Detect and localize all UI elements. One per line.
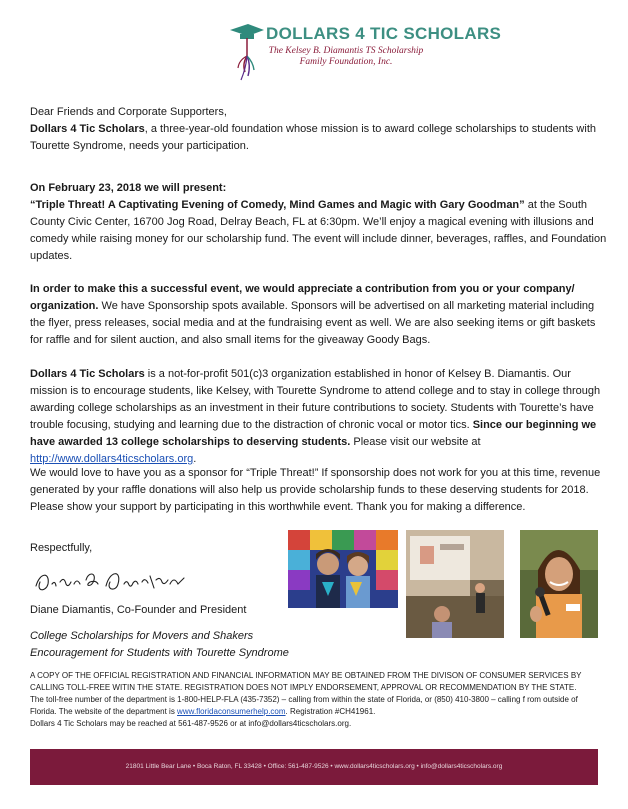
event-heading: On February 23, 2018 we will present:	[30, 182, 227, 194]
disclaimer-caps: A COPY OF THE OFFICIAL REGISTRATION AND FINANCIAL INFORMATION MAY BE OBTAINED FROM THE DIVISON OF CONSUMER SERVICES BY CALLING TOLL-FREE WITIN THE STATE. REGISTRATION DOES NOT IMPLY ENDORSEMENT, APPROVAL OR RECOMMENDATION BY THE STATE.	[30, 671, 582, 692]
contribution-request: In order to make this a successful event, we would appreciate a contribution from you or your company/ organization.	[30, 283, 575, 312]
disclaimer-phone: The toll-free number of the department is 1-800-HELP-FLA (435-7352) – calling from within the state of Florida, or (850) 410-3800 – calling f rom outside of Florida. The website of the department is www.floridaconsumerhelp.com. Registration #CH41961.	[30, 695, 578, 716]
photo-speaker-at-event	[406, 530, 504, 638]
sponsor-paragraph	[30, 465, 608, 516]
disclaimer-contact: Dollars 4 Tic Scholars may be reached at 561-487-9526 or at info@dollars4ticscholars.org.	[30, 719, 352, 728]
taglines	[30, 628, 289, 662]
legal-disclaimer	[30, 670, 600, 730]
closing: Respectfully,	[30, 542, 93, 554]
contribution-details: We have Sponsorship spots available. Sponsors will be advertised on all marketing material including the flyer, press releases, social media and at the fundraising event as well. We are also seeking items or gift baskets for raffle and for silent auction, and also small items for the giveaway Goody Bags.	[30, 300, 596, 346]
visit-text: Please visit our website at	[350, 436, 481, 448]
org-name: Dollars 4 Tic Scholars	[30, 123, 145, 135]
website-link[interactable]: http://www.dollars4ticscholars.org	[30, 453, 194, 465]
intro-text: , a three-year-old foundation whose mission is to award college scholarships to students with Tourette Syndrome, needs your participation.	[30, 123, 596, 152]
about-mission: is a not-for-profit 501(c)3 organization established in honor of Kelsey B. Diamantis. Our mission is to encourage students, like Kelsey, with Tourette Syndrome to attend college and to stay in college through awarding college scholarships as an investment in their future contributions to society. Students with Tourette’s have trouble focusing, studying and learning due to the distraction of chronic vocal or motor tics.	[30, 368, 601, 431]
greeting: Dear Friends and Corporate Supporters,	[30, 106, 227, 118]
event-details: at the South County Civic Center, 16700 Jog Road, Delray Beach, FL at 6:30pm. We’ll enjoy a magical evening with illusions and comedy while raising money for our scholarship fund. The event will include dinner, beverages, raffles, and Foundation updates.	[30, 199, 607, 262]
footer-bar	[30, 749, 598, 785]
tagline-2: Encouragement for Students with Tourette Syndrome	[30, 647, 289, 659]
about-paragraph: Dollars 4 Tic Scholars is a not-for-profit 501(c)3 organization established in honor of Kelsey B. Diamantis. Our mission is to encourage students, like Kelsey, with Tourette Syndrome to attend college and to stay in college through awarding college scholarships as an investment in their future contributions to society. Students with Tourette’s have trouble focusing, studying and learning due to the distraction of chronic vocal or motor tics. Since our beginning we have awarded 13 college scholarships to deserving students. Please visit our website at http://www.dollars4ticscholars.org.	[30, 368, 601, 465]
logo	[226, 16, 502, 86]
photo-two-women-with-painted-glasses	[288, 530, 398, 608]
scholarships-awarded: Since our beginning we have awarded 13 college scholarships to deserving students.	[30, 419, 597, 448]
about-org-name: Dollars 4 Tic Scholars	[30, 368, 145, 380]
event-paragraph	[30, 180, 608, 265]
photo-woman-with-microphone	[520, 530, 598, 638]
signer-name: Diane Diamantis, Co-Founder and President	[30, 604, 247, 616]
sponsor-ask: We would love to have you as a sponsor for “Triple Threat!” If sponsorship does not work for you at this time, revenue generated by your raffle donations will also help us provide scholarship funds to these deserving students for 2018. Please show your support by participating in this worthwhile event. Thank you for making a difference.	[30, 467, 601, 513]
logo-title: DOLLARS 4 TIC SCHOLARS	[266, 24, 502, 43]
contribution-paragraph	[30, 281, 608, 349]
intro-paragraph	[30, 121, 608, 155]
logo-subtitle: The Kelsey B. Diamantis TS Scholarship Family Foundation, Inc.	[268, 46, 424, 67]
graduation-cap-logo-icon	[226, 16, 266, 86]
handwritten-signature	[30, 564, 200, 598]
greeting-block	[30, 104, 608, 155]
event-title: “Triple Threat! A Captivating Evening of Comedy, Mind Games and Magic with Gary Goodman”	[30, 199, 525, 211]
footer-address: 21801 Little Bear Lane • Boca Raton, FL 33428 • Office: 561-487-9526 • www.dollars4ticscholars.org • info@dollars4ticscholars.org	[125, 763, 503, 770]
tagline-1: College Scholarships for Movers and Shakers	[30, 630, 254, 642]
dept-website-link[interactable]: www.floridaconsumerhelp.com	[177, 707, 286, 716]
